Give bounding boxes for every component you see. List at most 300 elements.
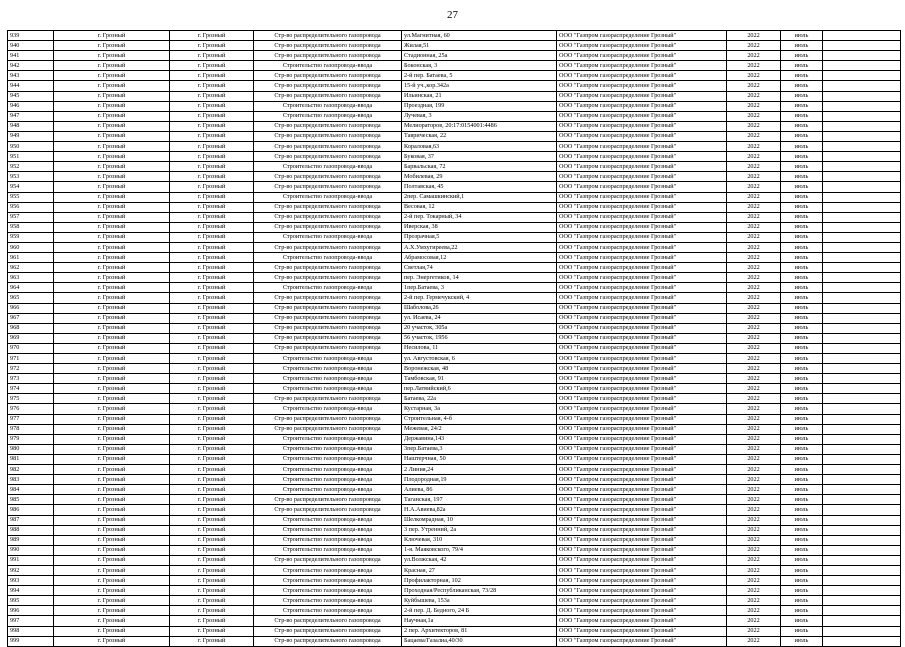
month-cell: июль bbox=[781, 636, 823, 646]
city-cell: г. Грозный bbox=[170, 424, 254, 434]
month-cell: июль bbox=[781, 81, 823, 91]
work-type-cell: Строительство газопровода-ввода bbox=[254, 364, 402, 374]
district-cell: г. Грозный bbox=[54, 162, 170, 172]
organization-cell: ООО "Газпром газораспределение Грозный" bbox=[557, 172, 727, 182]
note-cell bbox=[823, 354, 901, 364]
address-cell: 2-й пер. Д. Бедного, 24 Б bbox=[402, 606, 557, 616]
year-cell: 2022 bbox=[727, 545, 781, 555]
work-type-cell: Стр-во распределительного газопровода bbox=[254, 41, 402, 51]
district-cell: г. Грозный bbox=[54, 343, 170, 353]
year-cell: 2022 bbox=[727, 202, 781, 212]
year-cell: 2022 bbox=[727, 636, 781, 646]
row-number: 972 bbox=[8, 364, 54, 374]
city-cell: г. Грозный bbox=[170, 364, 254, 374]
year-cell: 2022 bbox=[727, 61, 781, 71]
address-cell: Красная, 27 bbox=[402, 565, 557, 575]
district-cell: г. Грозный bbox=[54, 61, 170, 71]
district-cell: г. Грозный bbox=[54, 283, 170, 293]
year-cell: 2022 bbox=[727, 273, 781, 283]
note-cell bbox=[823, 606, 901, 616]
month-cell: июль bbox=[781, 131, 823, 141]
month-cell: июль bbox=[781, 485, 823, 495]
address-cell: 20 участок, 305а bbox=[402, 323, 557, 333]
row-number: 953 bbox=[8, 172, 54, 182]
work-type-cell: Стр-во распределительного газопровода bbox=[254, 313, 402, 323]
year-cell: 2022 bbox=[727, 606, 781, 616]
table-row bbox=[8, 465, 901, 475]
city-cell: г. Грозный bbox=[170, 51, 254, 61]
year-cell: 2022 bbox=[727, 495, 781, 505]
note-cell bbox=[823, 505, 901, 515]
organization-cell: ООО "Газпром газораспределение Грозный" bbox=[557, 111, 727, 121]
month-cell: июль bbox=[781, 162, 823, 172]
table-row bbox=[8, 555, 901, 565]
row-number: 960 bbox=[8, 242, 54, 252]
row-number: 948 bbox=[8, 121, 54, 131]
year-cell: 2022 bbox=[727, 111, 781, 121]
table-row bbox=[8, 293, 901, 303]
work-type-cell: Строительство газопровода-ввода bbox=[254, 101, 402, 111]
month-cell: июль bbox=[781, 172, 823, 182]
note-cell bbox=[823, 394, 901, 404]
address-cell: Шаболова,26 bbox=[402, 303, 557, 313]
city-cell: г. Грозный bbox=[170, 253, 254, 263]
year-cell: 2022 bbox=[727, 51, 781, 61]
note-cell bbox=[823, 576, 901, 586]
year-cell: 2022 bbox=[727, 253, 781, 263]
district-cell: г. Грозный bbox=[54, 253, 170, 263]
table-row bbox=[8, 434, 901, 444]
note-cell bbox=[823, 374, 901, 384]
row-number: 964 bbox=[8, 283, 54, 293]
address-cell: ул. Августовская, 6 bbox=[402, 354, 557, 364]
row-number: 955 bbox=[8, 192, 54, 202]
month-cell: июль bbox=[781, 182, 823, 192]
work-type-cell: Строительство газопровода-ввода bbox=[254, 111, 402, 121]
month-cell: июль bbox=[781, 616, 823, 626]
city-cell: г. Грозный bbox=[170, 505, 254, 515]
organization-cell: ООО "Газпром газораспределение Грозный" bbox=[557, 313, 727, 323]
year-cell: 2022 bbox=[727, 434, 781, 444]
work-type-cell: Стр-во распределительного газопровода bbox=[254, 394, 402, 404]
table-row bbox=[8, 222, 901, 232]
row-number: 973 bbox=[8, 374, 54, 384]
address-cell: Научная,1а bbox=[402, 616, 557, 626]
city-cell: г. Грозный bbox=[170, 555, 254, 565]
table-row bbox=[8, 212, 901, 222]
organization-cell: ООО "Газпром газораспределение Грозный" bbox=[557, 142, 727, 152]
district-cell: г. Грозный bbox=[54, 263, 170, 273]
table-row bbox=[8, 131, 901, 141]
district-cell: г. Грозный bbox=[54, 616, 170, 626]
work-type-cell: Стр-во распределительного газопровода bbox=[254, 293, 402, 303]
city-cell: г. Грозный bbox=[170, 374, 254, 384]
district-cell: г. Грозный bbox=[54, 374, 170, 384]
city-cell: г. Грозный bbox=[170, 465, 254, 475]
district-cell: г. Грозный bbox=[54, 121, 170, 131]
address-cell: Абрамосовая,12 bbox=[402, 253, 557, 263]
table-row bbox=[8, 364, 901, 374]
month-cell: июль bbox=[781, 475, 823, 485]
work-type-cell: Стр-во распределительного газопровода bbox=[254, 263, 402, 273]
work-type-cell: Стр-во распределительного газопровода bbox=[254, 172, 402, 182]
row-number: 969 bbox=[8, 333, 54, 343]
city-cell: г. Грозный bbox=[170, 192, 254, 202]
district-cell: г. Грозный bbox=[54, 596, 170, 606]
city-cell: г. Грозный bbox=[170, 81, 254, 91]
month-cell: июль bbox=[781, 364, 823, 374]
city-cell: г. Грозный bbox=[170, 31, 254, 41]
district-cell: г. Грозный bbox=[54, 202, 170, 212]
city-cell: г. Грозный bbox=[170, 596, 254, 606]
table-row bbox=[8, 525, 901, 535]
organization-cell: ООО "Газпром газораспределение Грозный" bbox=[557, 51, 727, 61]
year-cell: 2022 bbox=[727, 283, 781, 293]
year-cell: 2022 bbox=[727, 41, 781, 51]
work-type-cell: Стр-во распределительного газопровода bbox=[254, 343, 402, 353]
year-cell: 2022 bbox=[727, 212, 781, 222]
year-cell: 2022 bbox=[727, 374, 781, 384]
month-cell: июль bbox=[781, 515, 823, 525]
address-cell: 1-я. Маяковского, 79/4 bbox=[402, 545, 557, 555]
row-number: 974 bbox=[8, 384, 54, 394]
address-cell: 2пер. Самашкинский,1 bbox=[402, 192, 557, 202]
work-type-cell: Строительство газопровода-ввода bbox=[254, 61, 402, 71]
work-type-cell: Строительство газопровода-ввода bbox=[254, 192, 402, 202]
month-cell: июль bbox=[781, 202, 823, 212]
organization-cell: ООО "Газпром газораспределение Грозный" bbox=[557, 384, 727, 394]
year-cell: 2022 bbox=[727, 242, 781, 252]
district-cell: г. Грозный bbox=[54, 384, 170, 394]
row-number: 980 bbox=[8, 444, 54, 454]
year-cell: 2022 bbox=[727, 505, 781, 515]
month-cell: июль bbox=[781, 354, 823, 364]
city-cell: г. Грозный bbox=[170, 91, 254, 101]
note-cell bbox=[823, 31, 901, 41]
city-cell: г. Грозный bbox=[170, 323, 254, 333]
note-cell bbox=[823, 101, 901, 111]
note-cell bbox=[823, 61, 901, 71]
table-row bbox=[8, 576, 901, 586]
organization-cell: ООО "Газпром газораспределение Грозный" bbox=[557, 121, 727, 131]
city-cell: г. Грозный bbox=[170, 606, 254, 616]
work-type-cell: Строительство газопровода-ввода bbox=[254, 384, 402, 394]
table-row bbox=[8, 354, 901, 364]
table-row bbox=[8, 596, 901, 606]
district-cell: г. Грозный bbox=[54, 313, 170, 323]
organization-cell: ООО "Газпром газораспределение Грозный" bbox=[557, 525, 727, 535]
month-cell: июль bbox=[781, 424, 823, 434]
address-cell: 56 участок, 1956 bbox=[402, 333, 557, 343]
address-cell: Воронежская, 48 bbox=[402, 364, 557, 374]
district-cell: г. Грозный bbox=[54, 101, 170, 111]
organization-cell: ООО "Газпром газораспределение Грозный" bbox=[557, 162, 727, 172]
organization-cell: ООО "Газпром газораспределение Грозный" bbox=[557, 202, 727, 212]
year-cell: 2022 bbox=[727, 586, 781, 596]
organization-cell: ООО "Газпром газораспределение Грозный" bbox=[557, 636, 727, 646]
city-cell: г. Грозный bbox=[170, 61, 254, 71]
note-cell bbox=[823, 384, 901, 394]
row-number: 976 bbox=[8, 404, 54, 414]
row-number: 946 bbox=[8, 101, 54, 111]
note-cell bbox=[823, 273, 901, 283]
district-cell: г. Грозный bbox=[54, 242, 170, 252]
organization-cell: ООО "Газпром газораспределение Грозный" bbox=[557, 131, 727, 141]
work-type-cell: Стр-во распределительного газопровода bbox=[254, 555, 402, 565]
year-cell: 2022 bbox=[727, 414, 781, 424]
address-cell: 2-й пер. Токарный, 34 bbox=[402, 212, 557, 222]
district-cell: г. Грозный bbox=[54, 495, 170, 505]
note-cell bbox=[823, 71, 901, 81]
organization-cell: ООО "Газпром газораспределение Грозный" bbox=[557, 626, 727, 636]
month-cell: июль bbox=[781, 242, 823, 252]
city-cell: г. Грозный bbox=[170, 202, 254, 212]
address-cell: Иверская, 38 bbox=[402, 222, 557, 232]
row-number: 991 bbox=[8, 555, 54, 565]
district-cell: г. Грозный bbox=[54, 364, 170, 374]
table-row bbox=[8, 111, 901, 121]
year-cell: 2022 bbox=[727, 384, 781, 394]
address-cell: 3пер.Батаева,3 bbox=[402, 444, 557, 454]
organization-cell: ООО "Газпром газораспределение Грозный" bbox=[557, 333, 727, 343]
year-cell: 2022 bbox=[727, 535, 781, 545]
year-cell: 2022 bbox=[727, 162, 781, 172]
month-cell: июль bbox=[781, 495, 823, 505]
row-number: 963 bbox=[8, 273, 54, 283]
month-cell: июль bbox=[781, 212, 823, 222]
registry-body bbox=[8, 31, 901, 647]
table-row bbox=[8, 505, 901, 515]
month-cell: июль bbox=[781, 535, 823, 545]
note-cell bbox=[823, 404, 901, 414]
organization-cell: ООО "Газпром газораспределение Грозный" bbox=[557, 475, 727, 485]
organization-cell: ООО "Газпром газораспределение Грозный" bbox=[557, 71, 727, 81]
address-cell: 2 Линия,24 bbox=[402, 465, 557, 475]
year-cell: 2022 bbox=[727, 323, 781, 333]
month-cell: июль bbox=[781, 444, 823, 454]
city-cell: г. Грозный bbox=[170, 41, 254, 51]
city-cell: г. Грозный bbox=[170, 263, 254, 273]
table-row bbox=[8, 101, 901, 111]
table-row bbox=[8, 41, 901, 51]
table-row bbox=[8, 313, 901, 323]
row-number: 990 bbox=[8, 545, 54, 555]
organization-cell: ООО "Газпром газораспределение Грозный" bbox=[557, 394, 727, 404]
work-type-cell: Стр-во распределительного газопровода bbox=[254, 91, 402, 101]
note-cell bbox=[823, 586, 901, 596]
city-cell: г. Грозный bbox=[170, 576, 254, 586]
table-row bbox=[8, 586, 901, 596]
note-cell bbox=[823, 263, 901, 273]
organization-cell: ООО "Газпром газораспределение Грозный" bbox=[557, 253, 727, 263]
note-cell bbox=[823, 232, 901, 242]
work-type-cell: Стр-во распределительного газопровода bbox=[254, 616, 402, 626]
district-cell: г. Грозный bbox=[54, 303, 170, 313]
work-type-cell: Стр-во распределительного газопровода bbox=[254, 222, 402, 232]
city-cell: г. Грозный bbox=[170, 616, 254, 626]
row-number: 995 bbox=[8, 596, 54, 606]
note-cell bbox=[823, 313, 901, 323]
work-type-cell: Строительство газопровода-ввода bbox=[254, 565, 402, 575]
city-cell: г. Грозный bbox=[170, 172, 254, 182]
address-cell: Бацаева/Газалиа,40/30 bbox=[402, 636, 557, 646]
note-cell bbox=[823, 596, 901, 606]
organization-cell: ООО "Газпром газораспределение Грозный" bbox=[557, 545, 727, 555]
district-cell: г. Грозный bbox=[54, 71, 170, 81]
organization-cell: ООО "Газпром газораспределение Грозный" bbox=[557, 434, 727, 444]
district-cell: г. Грозный bbox=[54, 424, 170, 434]
work-type-cell: Строительство газопровода-ввода bbox=[254, 535, 402, 545]
city-cell: г. Грозный bbox=[170, 303, 254, 313]
work-type-cell: Строительство газопровода-ввода bbox=[254, 374, 402, 384]
city-cell: г. Грозный bbox=[170, 354, 254, 364]
table-row bbox=[8, 91, 901, 101]
year-cell: 2022 bbox=[727, 263, 781, 273]
row-number: 999 bbox=[8, 636, 54, 646]
district-cell: г. Грозный bbox=[54, 394, 170, 404]
row-number: 996 bbox=[8, 606, 54, 616]
address-cell: Межевая, 24/2 bbox=[402, 424, 557, 434]
address-cell: Плодородная,19 bbox=[402, 475, 557, 485]
work-type-cell: Строительство газопровода-ввода bbox=[254, 434, 402, 444]
row-number: 956 bbox=[8, 202, 54, 212]
note-cell bbox=[823, 142, 901, 152]
page-number: 27 bbox=[447, 9, 458, 21]
organization-cell: ООО "Газпром газораспределение Грозный" bbox=[557, 91, 727, 101]
organization-cell: ООО "Газпром газораспределение Грозный" bbox=[557, 424, 727, 434]
month-cell: июль bbox=[781, 333, 823, 343]
work-type-cell: Строительство газопровода-ввода bbox=[254, 606, 402, 616]
month-cell: июль bbox=[781, 555, 823, 565]
city-cell: г. Грозный bbox=[170, 515, 254, 525]
note-cell bbox=[823, 283, 901, 293]
note-cell bbox=[823, 434, 901, 444]
work-type-cell: Стр-во распределительного газопровода bbox=[254, 303, 402, 313]
row-number: 989 bbox=[8, 535, 54, 545]
year-cell: 2022 bbox=[727, 616, 781, 626]
organization-cell: ООО "Газпром газораспределение Грозный" bbox=[557, 565, 727, 575]
city-cell: г. Грозный bbox=[170, 343, 254, 353]
district-cell: г. Грозный bbox=[54, 323, 170, 333]
table-row bbox=[8, 454, 901, 464]
address-cell: Державина,143 bbox=[402, 434, 557, 444]
year-cell: 2022 bbox=[727, 454, 781, 464]
row-number: 959 bbox=[8, 232, 54, 242]
work-type-cell: Стр-во распределительного газопровода bbox=[254, 626, 402, 636]
year-cell: 2022 bbox=[727, 364, 781, 374]
city-cell: г. Грозный bbox=[170, 636, 254, 646]
month-cell: июль bbox=[781, 465, 823, 475]
year-cell: 2022 bbox=[727, 31, 781, 41]
month-cell: июль bbox=[781, 142, 823, 152]
district-cell: г. Грозный bbox=[54, 606, 170, 616]
table-row bbox=[8, 515, 901, 525]
month-cell: июль bbox=[781, 71, 823, 81]
row-number: 947 bbox=[8, 111, 54, 121]
district-cell: г. Грозный bbox=[54, 434, 170, 444]
address-cell: Н.А.Авиева,82а bbox=[402, 505, 557, 515]
table-row bbox=[8, 242, 901, 252]
note-cell bbox=[823, 293, 901, 303]
city-cell: г. Грозный bbox=[170, 394, 254, 404]
organization-cell: ООО "Газпром газораспределение Грозный" bbox=[557, 41, 727, 51]
address-cell: Батаева, 22а bbox=[402, 394, 557, 404]
year-cell: 2022 bbox=[727, 81, 781, 91]
year-cell: 2022 bbox=[727, 555, 781, 565]
address-cell: 15-й уч.,кор.342а bbox=[402, 81, 557, 91]
month-cell: июль bbox=[781, 626, 823, 636]
district-cell: г. Грозный bbox=[54, 31, 170, 41]
district-cell: г. Грозный bbox=[54, 192, 170, 202]
work-type-cell: Стр-во распределительного газопровода bbox=[254, 636, 402, 646]
note-cell bbox=[823, 202, 901, 212]
district-cell: г. Грозный bbox=[54, 51, 170, 61]
row-number: 957 bbox=[8, 212, 54, 222]
organization-cell: ООО "Газпром газораспределение Грозный" bbox=[557, 535, 727, 545]
note-cell bbox=[823, 162, 901, 172]
row-number: 950 bbox=[8, 142, 54, 152]
district-cell: г. Грозный bbox=[54, 182, 170, 192]
address-cell: пер.Латвийский,6 bbox=[402, 384, 557, 394]
note-cell bbox=[823, 333, 901, 343]
note-cell bbox=[823, 616, 901, 626]
table-row bbox=[8, 333, 901, 343]
row-number: 987 bbox=[8, 515, 54, 525]
work-type-cell: Строительство газопровода-ввода bbox=[254, 485, 402, 495]
address-cell: Боконская, 3 bbox=[402, 61, 557, 71]
row-number: 940 bbox=[8, 41, 54, 51]
month-cell: июль bbox=[781, 61, 823, 71]
table-row bbox=[8, 303, 901, 313]
row-number: 939 bbox=[8, 31, 54, 41]
address-cell: Проездная, 199 bbox=[402, 101, 557, 111]
organization-cell: ООО "Газпром газораспределение Грозный" bbox=[557, 404, 727, 414]
address-cell: 1пер.Батаева, 3 bbox=[402, 283, 557, 293]
note-cell bbox=[823, 535, 901, 545]
year-cell: 2022 bbox=[727, 444, 781, 454]
month-cell: июль bbox=[781, 343, 823, 353]
row-number: 962 bbox=[8, 263, 54, 273]
table-row bbox=[8, 545, 901, 555]
address-cell: Алиева, 86 bbox=[402, 485, 557, 495]
city-cell: г. Грозный bbox=[170, 212, 254, 222]
registry-table bbox=[7, 30, 901, 647]
month-cell: июль bbox=[781, 91, 823, 101]
table-row bbox=[8, 81, 901, 91]
organization-cell: ООО "Газпром газораспределение Грозный" bbox=[557, 222, 727, 232]
city-cell: г. Грозный bbox=[170, 444, 254, 454]
month-cell: июль bbox=[781, 303, 823, 313]
work-type-cell: Строительство газопровода-ввода bbox=[254, 525, 402, 535]
year-cell: 2022 bbox=[727, 232, 781, 242]
note-cell bbox=[823, 343, 901, 353]
address-cell: 2-й пер. Гермечукский, 4 bbox=[402, 293, 557, 303]
district-cell: г. Грозный bbox=[54, 81, 170, 91]
work-type-cell: Строительство газопровода-ввода bbox=[254, 596, 402, 606]
organization-cell: ООО "Газпром газораспределение Грозный" bbox=[557, 343, 727, 353]
note-cell bbox=[823, 121, 901, 131]
table-row bbox=[8, 61, 901, 71]
organization-cell: ООО "Газпром газораспределение Грозный" bbox=[557, 374, 727, 384]
address-cell: Прозрачная,5 bbox=[402, 232, 557, 242]
city-cell: г. Грозный bbox=[170, 475, 254, 485]
address-cell: Стадионная, 25а bbox=[402, 51, 557, 61]
month-cell: июль bbox=[781, 596, 823, 606]
organization-cell: ООО "Газпром газораспределение Грозный" bbox=[557, 242, 727, 252]
year-cell: 2022 bbox=[727, 192, 781, 202]
work-type-cell: Строительство газопровода-ввода bbox=[254, 515, 402, 525]
row-number: 994 bbox=[8, 586, 54, 596]
